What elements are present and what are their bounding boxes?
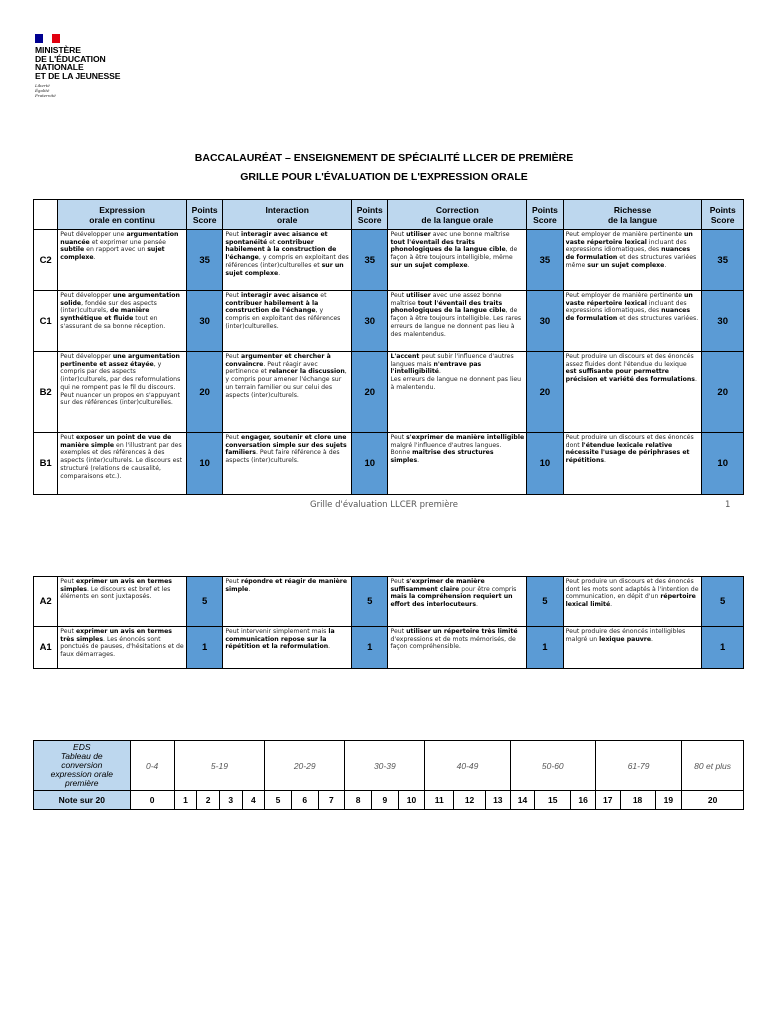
- points-score: 35: [186, 230, 222, 291]
- level-label: A2: [34, 577, 58, 627]
- note-value: 15: [535, 791, 571, 810]
- score-range: 0-4: [130, 741, 174, 791]
- points-score: 5: [352, 577, 388, 627]
- document-subtitle: GRILLE POUR L'ÉVALUATION DE L'EXPRESSION ORALE: [240, 171, 528, 183]
- corner-cell: [34, 200, 58, 230]
- points-score: 30: [702, 291, 744, 352]
- header-points: Points Score: [186, 200, 222, 230]
- note-value: 10: [398, 791, 425, 810]
- criterion-description: Peut s'exprimer de manière intelligible malgré l'influence d'autres langues. Bonne maîtrise des structures simples.: [388, 433, 527, 495]
- criterion-description: Peut développer une argumentation nuancée et exprimer une pensée subtile en rapport avec un sujet complexe.: [58, 230, 187, 291]
- criterion-description: Peut employer de manière pertinente un vaste répertoire lexical incluant des expressions idiomatiques, des nuances de formulation et des structures variées même sur un sujet complexe.: [563, 230, 702, 291]
- level-row-b1: [34, 433, 744, 495]
- level-label: B1: [34, 433, 58, 495]
- criterion-description: Peut interagir avec aisance et contribuer habilement à la construction de l'échange, y compris en exploitant des références (inter)culturelles.: [223, 291, 352, 352]
- criterion-description: Peut développer une argumentation pertinente et assez étayée, y compris par des aspects (inter)culturels, par des reformulations qui ne rompent pas le fil du discours. Peut nuancer un propos en s'appuyant sur des références (inter)culturelles.: [58, 352, 187, 433]
- points-score: 10: [527, 433, 563, 495]
- note-value: 2: [197, 791, 220, 810]
- score-range: 61-79: [595, 741, 681, 791]
- points-score: 35: [527, 230, 563, 291]
- criterion-description: Peut produire un discours et des énoncés assez fluides dont l'étendue du lexique est suffisante pour permettre précision et variété des formulations.: [563, 352, 702, 433]
- criterion-description: Peut utiliser avec une bonne maîtrise tout l'éventail des traits phonologiques de la langue cible, de façon à être toujours intelligible, même sur un sujet complexe.: [388, 230, 527, 291]
- level-label: C2: [34, 230, 58, 291]
- note-value: 17: [595, 791, 620, 810]
- note-value: 20: [682, 791, 744, 810]
- points-score: 20: [527, 352, 563, 433]
- score-range: 80 et plus: [682, 741, 744, 791]
- points-score: 5: [702, 577, 744, 627]
- criterion-description: Peut intervenir simplement mais la communication repose sur la répétition et la reformulation.: [223, 627, 352, 669]
- score-range: 30-39: [345, 741, 425, 791]
- level-row-c2: [34, 230, 744, 291]
- criterion-description: L'accent peut subir l'influence d'autres langues mais n'entrave pas l'intelligibilité. Les erreurs de langue ne donnent pas lieu à malentendu.: [388, 352, 527, 433]
- note-value: 18: [620, 791, 655, 810]
- level-row-c1: [34, 291, 744, 352]
- points-score: 10: [702, 433, 744, 495]
- points-score: 35: [352, 230, 388, 291]
- header-correction: Correction de la langue orale: [388, 200, 527, 230]
- note-value: 19: [655, 791, 682, 810]
- note-value: 14: [510, 791, 535, 810]
- republic-motto: Liberté Égalité Fraternité: [35, 83, 56, 99]
- note-value: 3: [219, 791, 242, 810]
- header-points: Points Score: [702, 200, 744, 230]
- note-value: 0: [130, 791, 174, 810]
- note-value: 1: [174, 791, 197, 810]
- points-score: 10: [186, 433, 222, 495]
- points-score: 30: [527, 291, 563, 352]
- points-score: 1: [352, 627, 388, 669]
- level-label: C1: [34, 291, 58, 352]
- criterion-description: Peut exprimer un avis en termes simples. Le discours est bref et les éléments en sont juxtaposés.: [58, 577, 187, 627]
- evaluation-grid-continued: [33, 576, 744, 669]
- header-points: Points Score: [527, 200, 563, 230]
- level-row-a2: [34, 577, 744, 627]
- points-score: 1: [186, 627, 222, 669]
- points-score: 1: [702, 627, 744, 669]
- header-richesse: Richesse de la langue: [563, 200, 702, 230]
- points-score: 30: [186, 291, 222, 352]
- grid-header-row: [34, 200, 744, 230]
- conversion-note-row: [34, 791, 744, 810]
- note-value: 6: [291, 791, 318, 810]
- points-score: 20: [352, 352, 388, 433]
- conversion-title: EDS Tableau de conversion expression orale première: [34, 741, 131, 791]
- note-value: 12: [454, 791, 486, 810]
- ministry-name: MINISTÈRE DE L'ÉDUCATION NATIONALE ET DE LA JEUNESSE: [35, 45, 121, 81]
- conversion-range-row: [34, 741, 744, 791]
- points-score: 30: [352, 291, 388, 352]
- criterion-description: Peut répondre et réagir de manière simple.: [223, 577, 352, 627]
- note-value: 16: [571, 791, 596, 810]
- criterion-description: Peut employer de manière pertinente un vaste répertoire lexical incluant des expressions idiomatiques, des nuances de formulation et des structures variées.: [563, 291, 702, 352]
- criterion-description: Peut s'exprimer de manière suffisamment claire pour être compris mais la compréhension requiert un effort des interlocuteurs.: [388, 577, 527, 627]
- document-title: BACCALAURÉAT – ENSEIGNEMENT DE SPÉCIALITÉ LLCER DE PREMIÈRE: [194, 152, 574, 164]
- points-score: 10: [352, 433, 388, 495]
- points-score: 20: [186, 352, 222, 433]
- page-number: 1: [725, 500, 731, 510]
- conversion-table: [33, 740, 744, 810]
- criterion-description: Peut interagir avec aisance et spontanéité et contribuer habilement à la construction de l'échange, y compris en exploitant des références (inter)culturelles et sur un sujet complexe.: [223, 230, 352, 291]
- note-label: Note sur 20: [34, 791, 131, 810]
- criterion-description: Peut engager, soutenir et clore une conversation simple sur des sujets familiers. Peut faire référence à des aspects (inter)culturels.: [223, 433, 352, 495]
- level-label: A1: [34, 627, 58, 669]
- header-points: Points Score: [352, 200, 388, 230]
- points-score: 5: [186, 577, 222, 627]
- score-range: 5-19: [174, 741, 264, 791]
- points-score: 1: [527, 627, 563, 669]
- criterion-description: Peut argumenter et chercher à convaincre. Peut réagir avec pertinence et relancer la discussion, y compris pour amener l'échange sur un terrain familier ou sur celui des aspects (inter)culturels.: [223, 352, 352, 433]
- note-value: 11: [425, 791, 454, 810]
- ministry-logo: [35, 34, 155, 98]
- criterion-description: Peut exprimer un avis en termes très simples. Les énoncés sont ponctués de pauses, d'hésitations et de faux démarrages.: [58, 627, 187, 669]
- criterion-description: Peut utiliser avec une assez bonne maîtrise tout l'éventail des traits phonologiques de la langue cible, de façon à être toujours intelligible. Les rares erreurs de langue ne donnent pas lieu à des malentendus.: [388, 291, 527, 352]
- level-row-a1: [34, 627, 744, 669]
- score-range: 40-49: [425, 741, 510, 791]
- note-value: 7: [318, 791, 345, 810]
- header-expression-continu: Expression orale en continu: [58, 200, 187, 230]
- score-range: 20-29: [265, 741, 345, 791]
- criterion-description: Peut produire des énoncés intelligibles malgré un lexique pauvre.: [563, 627, 702, 669]
- criterion-description: Peut exposer un point de vue de manière simple en l'illustrant par des exemples et des références à des aspects (inter)culturels. Le discours est structuré (relations de causalité, comparaisons etc.).: [58, 433, 187, 495]
- note-value: 8: [345, 791, 372, 810]
- note-value: 9: [371, 791, 398, 810]
- note-value: 5: [265, 791, 292, 810]
- note-value: 13: [485, 791, 510, 810]
- criterion-description: Peut utiliser un répertoire très limité d'expressions et de mots mémorisés, de façon compréhensible.: [388, 627, 527, 669]
- header-interaction: Interaction orale: [223, 200, 352, 230]
- french-flag-icon: [35, 34, 60, 43]
- points-score: 20: [702, 352, 744, 433]
- criterion-description: Peut développer une argumentation solide, fondée sur des aspects (inter)culturels, de manière synthétique et fluide tout en s'assurant de sa bonne réception.: [58, 291, 187, 352]
- footer-label: Grille d'évaluation LLCER première: [310, 500, 458, 510]
- points-score: 5: [527, 577, 563, 627]
- note-value: 4: [242, 791, 265, 810]
- criterion-description: Peut produire un discours et des énoncés dont l'étendue lexicale relative nécessite l'usage de périphrases et répétitions.: [563, 433, 702, 495]
- level-row-b2: [34, 352, 744, 433]
- score-range: 50-60: [510, 741, 595, 791]
- points-score: 35: [702, 230, 744, 291]
- level-label: B2: [34, 352, 58, 433]
- criterion-description: Peut produire un discours et des énoncés dont les mots sont adaptés à l'intention de communication, en dépit d'un répertoire lexical limité.: [563, 577, 702, 627]
- evaluation-grid: [33, 199, 744, 495]
